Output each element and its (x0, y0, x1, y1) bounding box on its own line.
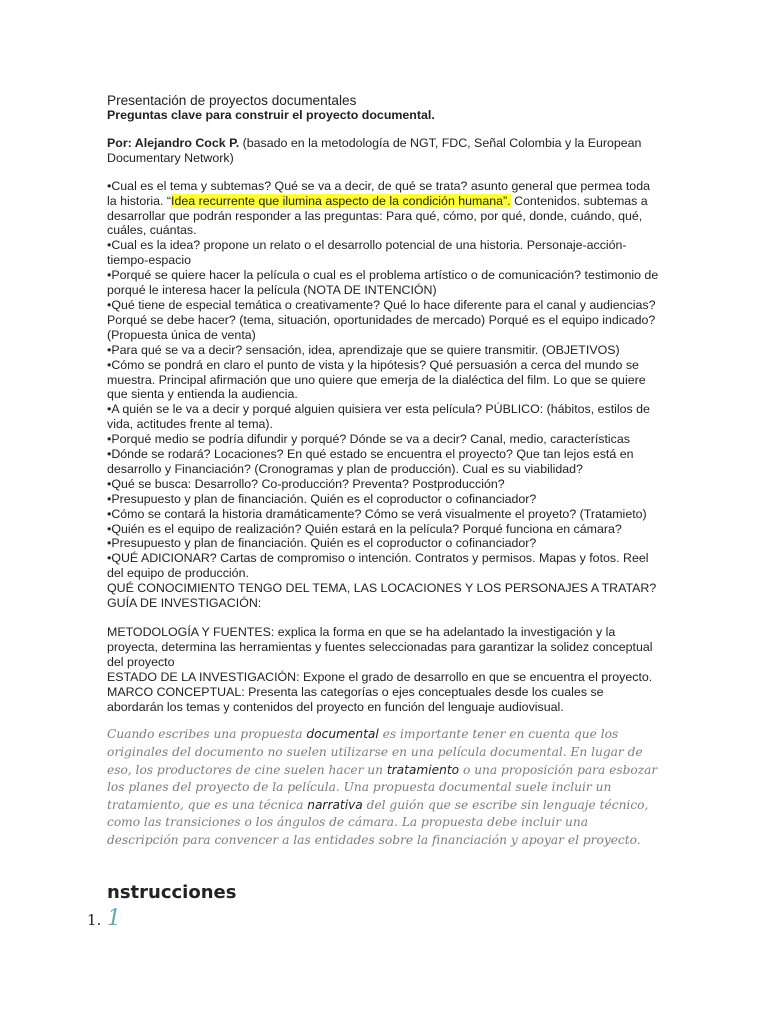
bullet-item: •Presupuesto y plan de financiación. Quién es el coproductor o cofinanciador? (107, 491, 537, 506)
question-1-text: •Cual es el tema y subtemas? Qué se va a decir, de qué se trata? asunto general que permea toda la historia. “ (107, 178, 650, 208)
step-number: 1 (107, 906, 121, 931)
bullet-item: •Presupuesto y plan de financiación. Quién es el coproductor o cofinanciador? (107, 536, 537, 551)
author-note: (basado en la metodología de NGT, FDC, Señal Colombia y la European Documentary Network) (107, 135, 642, 165)
conceptual-framework-paragraph: MARCO CONCEPTUAL: Presenta las categorías o ejes conceptuales desde los cuales se abordarán los temas y contenidos del proyecto en función del lenguaje audiovisual. (107, 684, 604, 714)
bullet-item: •A quién se le va a decir y porqué alguien quisiera ver esta película? PÚBLICO: (hábitos, estilos de vida, actitudes frente al tema). (107, 402, 650, 432)
quote-keyword-narrativa: narrativa (307, 797, 363, 812)
document-title: Presentación de proyectos documentales (107, 93, 357, 108)
quote-keyword-documental: documental (306, 727, 379, 742)
list-number: 1. (87, 911, 102, 929)
research-status-paragraph: ESTADO DE LA INVESTIGACIÓN: Expone el grado de desarrollo en que se encuentra el proyecto. (107, 669, 653, 684)
quote-paragraph (107, 726, 663, 849)
highlighted-text: Idea recurrente que ilumina aspecto de la condición humana”. (171, 193, 511, 208)
document-subtitle: Preguntas clave para construir el proyecto documental. (107, 108, 435, 122)
bullet-item: •Cual es la idea? propone un relato o el desarrollo potencial de una historia. Personaje-acción-tiempo-espacio (107, 238, 627, 268)
question-1 (107, 179, 663, 239)
research-guide-heading: QUÉ CONOCIMIENTO TENGO DEL TEMA, LAS LOCACIONES Y LOS PERSONAJES A TRATAR? GUÍA DE INVESTIGACIÓN: (107, 581, 657, 611)
quote-text: Cuando escribes una propuesta (107, 727, 307, 742)
bullet-item: •Quién es el equipo de realización? Quién estará en la película? Porqué funciona en cámara? (107, 521, 622, 536)
author-name: Por: Alejandro Cock P. (107, 135, 240, 150)
document-body (107, 93, 663, 850)
quote-text: del guión que se escribe sin lenguaje técnico, como las transiciones o los ángulos de cámara. La propuesta debe incluir una descripción para convencer a las entidades sobre la financiación y apoyar el proyecto. (107, 797, 649, 847)
bullet-item: •Dónde se rodará? Locaciones? En qué estado se encuentra el proyecto? Que tan lejos está en desarrollo y Financiación? (Cronogramas y plan de producción). Cual es su viabilidad? (107, 447, 634, 476)
bullet-item: •Qué tiene de especial temática o creativamente? Qué lo hace diferente para el canal y audiencias? Porqué se debe hacer? (tema, situación, oportunidades de mercado) Porqué es el equipo indicado? (Propuesta única de venta) (107, 297, 656, 342)
instructions-heading: nstrucciones (107, 882, 237, 903)
methodology-paragraph: METODOLOGÍA Y FUENTES: explica la forma en que se ha adelantado la investigación y la proyecta, determina las herramientas y fuentes seleccionadas para garantizar la solidez conceptual del proyecto (107, 625, 653, 669)
spacer (107, 611, 663, 625)
author-line (107, 136, 663, 166)
instructions-list (87, 906, 121, 931)
bullet-item: •Porqué medio se podría difundir y porqué? Dónde se va a decir? Canal, medio, características (107, 432, 630, 447)
bullet-item: •QUÉ ADICIONAR? Cartas de compromiso o intención. Contratos y permisos. Mapas y fotos. Reel del equipo de producción. (107, 551, 649, 581)
bullet-item: •Porqué se quiere hacer la película o cual es el problema artístico o de comunicación? testimonio de porqué le interesa hacer la película (NOTA DE INTENCIÓN) (107, 268, 659, 298)
quote-text: es importante tener en cuenta que los originales del documento no suelen utilizarse en una película documental. En lugar de eso, los productores de cine suelen hacer un (107, 727, 643, 777)
bullet-item: •Cómo se pondrá en claro el punto de vista y la hipótesis? Qué persuasión a cerca del mundo se muestra. Principal afirmación que uno quiere que emerja de la dialéctica del film. Lo que se quiere que sienta y entienda la audiencia. (107, 357, 646, 402)
quote-keyword-tratamiento: tratamiento (386, 762, 460, 777)
bullet-item: •Qué se busca: Desarrollo? Co-producción? Preventa? Postproducción? (107, 476, 505, 491)
bullet-item: •Para qué se va a decir? sensación, idea, aprendizaje que se quiere transmitir. (OBJETIVOS) (107, 342, 620, 357)
quote-text: o una proposición para esbozar los planes del proyecto de la película. Una propuesta documental suele incluir un tratamiento, que es una técnica (107, 762, 658, 812)
question-1-rest: Contenidos. subtemas a desarrollar que podrán responder a las preguntas: Para qué, cómo, por qué, donde, cuándo, qué, cuáles, cuántas. (107, 193, 648, 238)
bullet-item: •Cómo se contará la historia dramáticamente? Cómo se verá visualmente el proyeto? (Tratamieto) (107, 506, 647, 521)
